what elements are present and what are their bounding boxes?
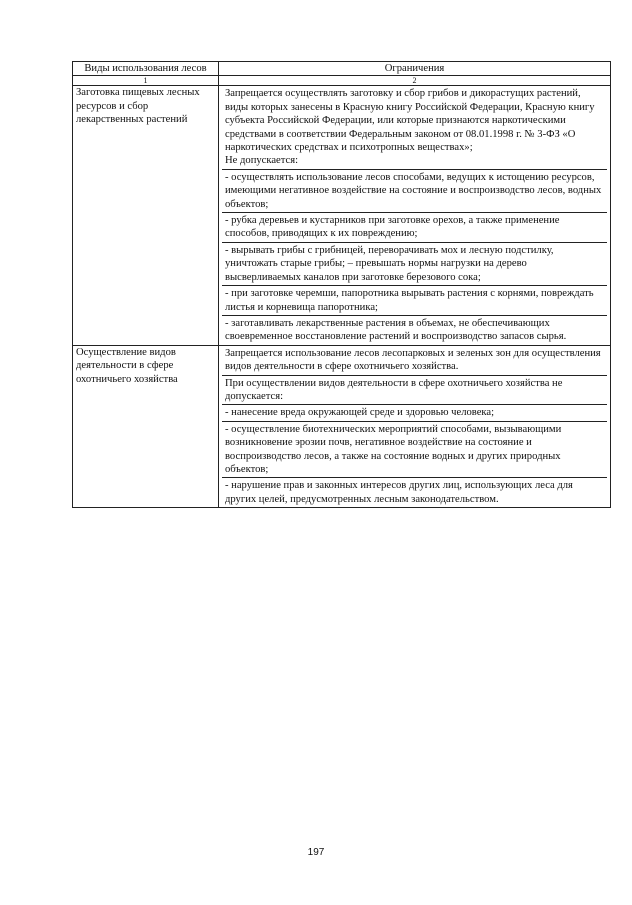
table-row bbox=[73, 86, 611, 345]
restrictions-cell bbox=[219, 86, 611, 345]
header-forest-use-types: Виды использования лесов bbox=[73, 62, 219, 76]
restriction-item: - рубка деревьев и кустарников при заготовке орехов, а также применение способов, приводящих к их повреждению; bbox=[222, 212, 607, 242]
restrictions-table bbox=[72, 61, 611, 508]
restriction-item: Запрещается использование лесов лесопарковых и зеленых зон для осуществления видов деятельности в сфере охотничьего хозяйства. bbox=[225, 347, 601, 373]
column-number-row bbox=[73, 76, 611, 86]
header-restrictions: Ограничения bbox=[219, 62, 611, 76]
restrictions-cell bbox=[219, 345, 611, 507]
restriction-item: - осуществлять использование лесов способами, ведущих к истощению ресурсов, имеющими негативное воздействие на состояние и воспроизводство лесов, водных объектов; bbox=[222, 169, 607, 212]
table-header-row bbox=[73, 62, 611, 76]
restriction-item: При осуществлении видов деятельности в сфере охотничьего хозяйства не допускается: bbox=[222, 375, 607, 405]
table-row bbox=[73, 345, 611, 507]
restriction-item: Запрещается осуществлять заготовку и сбор грибов и дикорастущих растений, виды которых занесены в Красную книгу Российской Федерации, Красную книгу субъекта Российской Федерации, или которые признаются наркотическими средствами в соответствии Федеральным законом от 08.01.1998 г. № 3-ФЗ «О наркотических средствах и психотропных веществах»; Не допускается: bbox=[225, 88, 595, 167]
restriction-item: - нанесение вреда окружающей среде и здоровью человека; bbox=[222, 404, 607, 420]
restriction-item: - вырывать грибы с грибницей, переворачивать мох и лесную подстилку, уничтожать старые грибы; – превышать нормы нагрузки на дерево высверливаемых каналов при заготовке березового сока; bbox=[222, 242, 607, 285]
forest-use-type-cell: Заготовка пищевых лесных ресурсов и сбор лекарственных растений bbox=[73, 86, 219, 345]
column-number-1: 1 bbox=[73, 76, 219, 86]
restriction-item: - нарушение прав и законных интересов других лиц, использующих леса для других целей, предусмотренных лесным законодательством. bbox=[222, 477, 607, 507]
page-number: 197 bbox=[307, 847, 325, 858]
column-number-2: 2 bbox=[219, 76, 611, 86]
restriction-item: - заготавливать лекарственные растения в объемах, не обеспечивающих своевременное восстановление растений и воспроизводство запасов сырья. bbox=[222, 315, 607, 345]
restriction-item: - при заготовке черемши, папоротника вырывать растения с корнями, повреждать листья и корневища папоротника; bbox=[222, 285, 607, 315]
restriction-item: - осуществление биотехнических мероприятий способами, вызывающими возникновение эрозии почв, негативное воздействие на состояние и воспроизводство лесов, а также на состояние водных и других природных объектов; bbox=[222, 421, 607, 478]
forest-use-type-cell: Осуществление видов деятельности в сфере охотничьего хозяйства bbox=[73, 345, 219, 507]
